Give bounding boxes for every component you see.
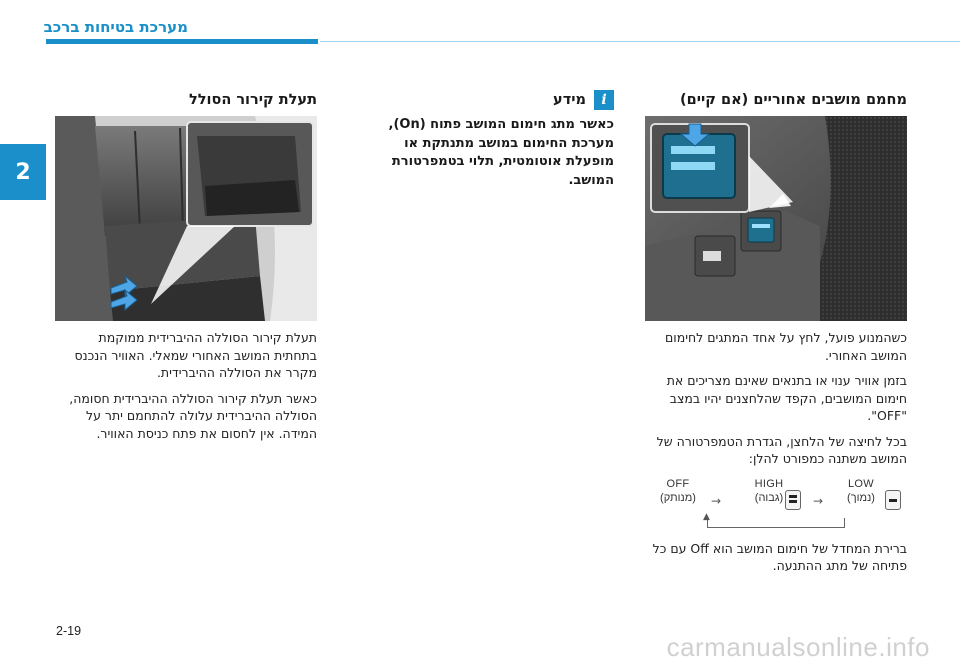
arrow-up-icon: ▲ [703, 511, 710, 522]
information-section [352, 88, 614, 190]
seat-heater-switch-illustration [645, 116, 907, 321]
info-icon: i [594, 90, 614, 110]
mode-high-sub: (גבוה) [754, 491, 784, 504]
mode-low-label: LOW [848, 477, 874, 490]
header-rule-accent [46, 39, 318, 44]
information-text: כאשר מתג חימום המושב פתוח (On), מערכת החימום במושב מתנתקת או מופעלת אוטומטית, תלוי בטמפרטורת המושב. [388, 117, 614, 188]
seat-heater-switch-photo [645, 116, 907, 321]
page-number: 2-19 [56, 624, 82, 638]
heater-default-note: ברירת המחדל של חימום המושב הוא Off עם כל פתיחה של מתג ההתנעה. [652, 540, 907, 573]
rear-seat-duct-illustration [55, 116, 317, 321]
chapter-tab: 2 [0, 144, 46, 200]
mode-off [647, 478, 709, 504]
mode-high-label: HIGH [754, 477, 784, 490]
mode-off-sub: (מנותק) [660, 491, 696, 504]
arrow-right-icon: → [813, 493, 824, 508]
mode-low [831, 478, 891, 504]
mode-off-label: OFF [666, 477, 690, 490]
information-label: מידע [553, 92, 586, 108]
rear-seat-heater-title: מחמם מושבים אחוריים (אם קיים) [680, 92, 907, 108]
mode-low-sub: (נמוך) [847, 491, 875, 504]
battery-cooling-title: תעלת קירור הסולל [188, 92, 317, 108]
header-rule [320, 41, 960, 42]
heater-instruction-3: בכל לחיצה של הלחצן, הגדרת הטמפרטורה של המושב משתנה כמפורט להלן: [656, 433, 907, 466]
rear-seat-duct-photo [55, 116, 317, 321]
page-header-title: מערכת בטיחות ברכב [43, 18, 188, 36]
duct-warning: כאשר תעלת קירור הסוללה ההיברידית חסומה, הסוללה ההיברידית עלולה להתחמם יתר על המידה. אין לחסום את פתח כניסת האוויר. [69, 390, 317, 441]
watermark: carmanualsonline.info [666, 632, 930, 662]
heater-instruction-2: בזמן אוויר ענוי או בתנאים שאינם מצריכים את חימום המושבים, הקפד שהלחצנים יהיו במצב "OFF". [666, 373, 907, 423]
switch-low-icon [885, 490, 901, 511]
cycle-return-line [707, 518, 845, 528]
duct-description: תעלת קירור הסוללה ההיברידית ממוקמת בתחתית המושב האחורי שמאלי. האוויר הנכנס מקרר את הסוללה ההיברידית. [74, 330, 317, 380]
heater-mode-cycle-diagram [645, 476, 907, 532]
arrow-right-icon: → [711, 493, 722, 508]
heater-instruction-1: כשהמנוע פועל, לחץ על אחד המתגים לחימום המושב האחורי. [665, 330, 907, 363]
switch-high-icon [785, 490, 801, 511]
information-header [352, 88, 614, 112]
rear-seat-heater-section [645, 88, 907, 575]
battery-cooling-section [55, 88, 317, 442]
